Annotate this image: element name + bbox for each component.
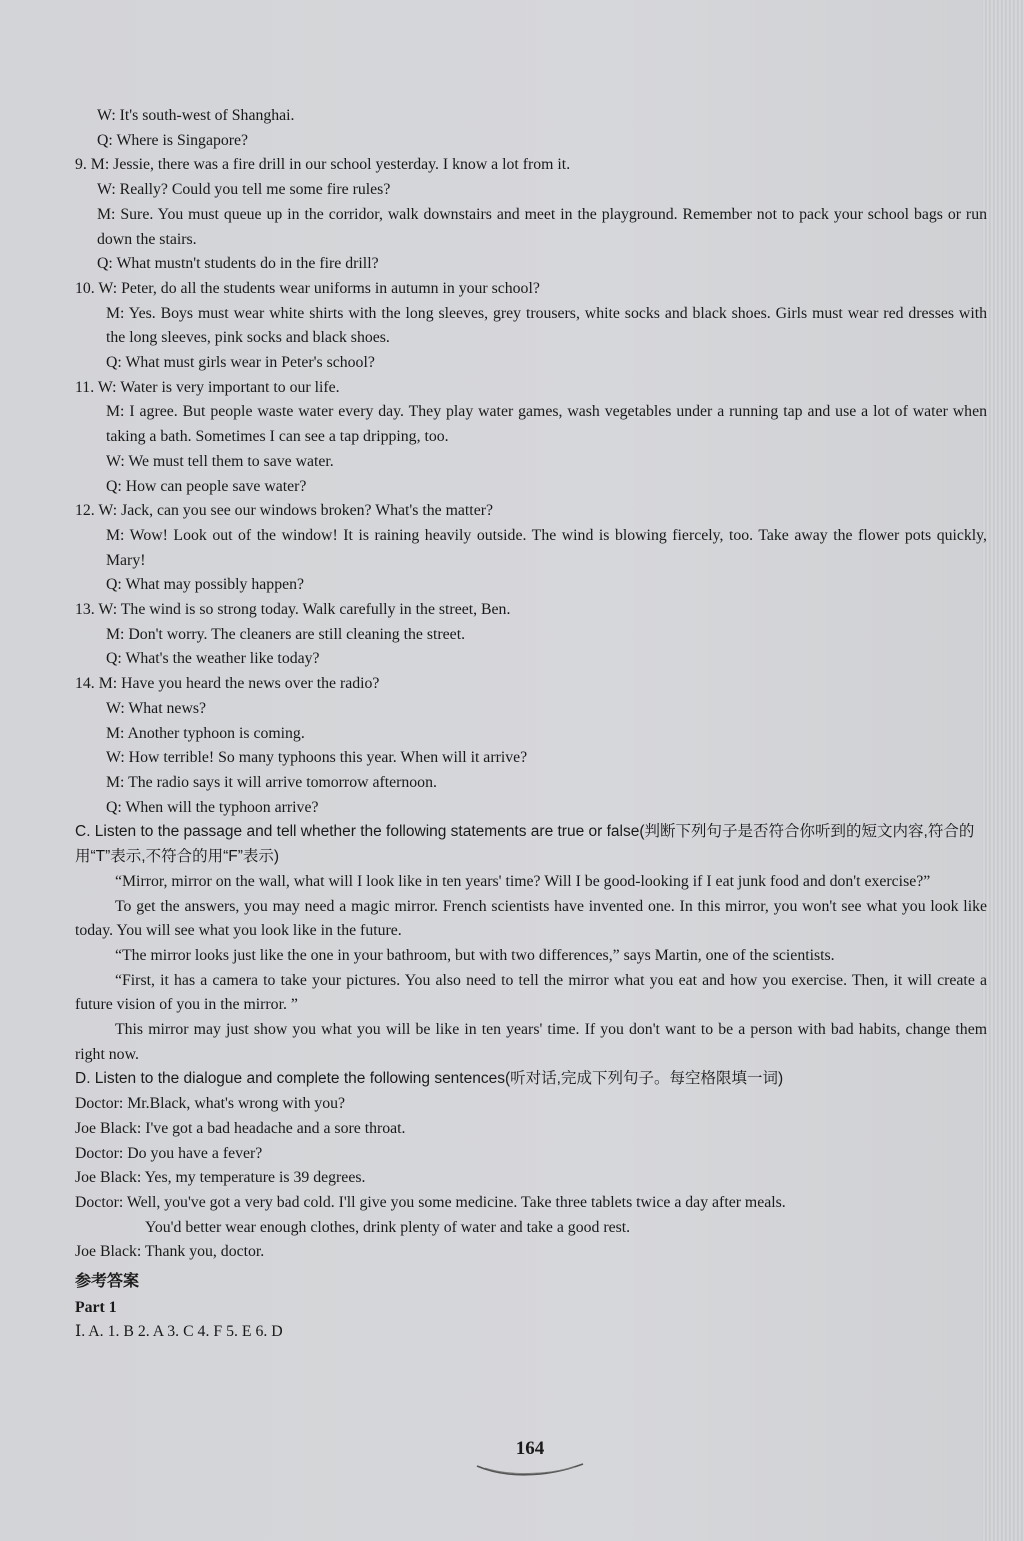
dialogue-line: M: I agree. But people waste water every day. They play water games, wash vegetables under a running tap and use a lot of water when taking a bath. Sometimes I can see a tap dripping, too. xyxy=(106,403,987,446)
dialogue-line: W: We must tell them to save water. xyxy=(106,452,334,470)
dialogue-line: 9. M: Jessie, there was a fire drill in our school yesterday. I know a lot from it. xyxy=(75,156,571,174)
dialogue-line: 13. W: The wind is so strong today. Walk carefully in the street, Ben. xyxy=(75,601,511,619)
passage-paragraph: This mirror may just show you what you will be like in ten years' time. If you don't want to be a person with bad habits, change them right now. xyxy=(75,1021,987,1063)
dialogue-line: 11. W: Water is very important to our life. xyxy=(75,378,340,396)
section-d-heading: D. Listen to the dialogue and complete the following sentences(听对话,完成下列句子。每空格限填一词) xyxy=(75,1070,784,1088)
answers-title: 参考答案 xyxy=(75,1271,140,1291)
dialogue-line: Joe Black: Yes, my temperature is 39 degrees. xyxy=(75,1169,366,1187)
dialogue-line: Joe Black: I've got a bad headache and a sore throat. xyxy=(75,1119,406,1137)
content xyxy=(75,104,987,1345)
answers-line: Ⅰ. A. 1. B 2. A 3. C 4. F 5. E 6. D xyxy=(75,1323,283,1341)
dialogue-line: W: What news? xyxy=(106,699,207,717)
dialogue-line: 14. M: Have you heard the news over the radio? xyxy=(75,675,380,693)
dialogue-line: W: How terrible! So many typhoons this year. When will it arrive? xyxy=(106,749,528,767)
dialogue-line: Doctor: Well, you've got a very bad cold. I'll give you some medicine. Take three tablets twice a day after meals. xyxy=(75,1193,786,1211)
answers-part: Part 1 xyxy=(75,1298,117,1316)
dialogue-line: M: Sure. You must queue up in the corridor, walk downstairs and meet in the playground. Remember not to pack your school bags or run down the stairs. xyxy=(97,205,987,248)
dialogue-line: M: Don't worry. The cleaners are still cleaning the street. xyxy=(106,625,466,643)
dialogue-line: Q: What's the weather like today? xyxy=(106,650,320,668)
dialogue-line: You'd better wear enough clothes, drink plenty of water and take a good rest. xyxy=(145,1218,631,1236)
page-edge xyxy=(982,0,1024,1541)
passage-paragraph: “The mirror looks just like the one in your bathroom, but with two differences,” says Martin, one of the scientists. xyxy=(115,946,835,964)
dialogue-line: M: Yes. Boys must wear white shirts with the long sleeves, grey trousers, white socks and black shoes. Girls must wear red dresses with the long sleeves, pink socks and black shoes. xyxy=(106,304,987,347)
dialogue-line: 10. W: Peter, do all the students wear uniforms in autumn in your school? xyxy=(75,279,540,297)
passage-paragraph: To get the answers, you may need a magic mirror. French scientists have invented one. In this mirror, you won't see what you look like today. You will see what you look like in the future. xyxy=(75,897,987,940)
dialogue-line: Q: Where is Singapore? xyxy=(97,131,249,149)
dialogue-line: M: Another typhoon is coming. xyxy=(106,724,305,742)
dialogue-line: M: Wow! Look out of the window! It is raining heavily outside. The wind is blowing fiercely, too. Take away the flower pots quickly, Mary! xyxy=(106,526,987,569)
passage-paragraph: “Mirror, mirror on the wall, what will I look like in ten years' time? Will I be good-looking if I eat junk food and don't exercise?” xyxy=(115,872,931,890)
dialogue-line: Q: How can people save water? xyxy=(106,477,307,495)
passage-paragraph: “First, it has a camera to take your pictures. You also need to tell the mirror what you eat and how you exercise. Then, it will create a future vision of you in the mirror. ” xyxy=(75,971,987,1014)
dialogue-line: M: The radio says it will arrive tomorrow afternoon. xyxy=(106,773,437,791)
dialogue-line: Q: What mustn't students do in the fire drill? xyxy=(97,255,379,273)
dialogue-line: W: Really? Could you tell me some fire rules? xyxy=(97,181,391,199)
dialogue-line: W: It's south-west of Shanghai. xyxy=(97,107,295,124)
dialogue-line: Q: What may possibly happen? xyxy=(106,576,305,594)
dialogue-line: 12. W: Jack, can you see our windows broken? What's the matter? xyxy=(75,502,493,520)
dialogue-line: Doctor: Mr.Black, what's wrong with you? xyxy=(75,1095,346,1113)
dialogue-line: Q: What must girls wear in Peter's school? xyxy=(106,354,375,372)
dialogue-line: Q: When will the typhoon arrive? xyxy=(106,798,319,816)
dialogue-line: Doctor: Do you have a fever? xyxy=(75,1144,263,1162)
swoosh-ornament xyxy=(475,1462,585,1480)
section-c-heading: C. Listen to the passage and tell whether the following statements are true or false(判断下列句子是否符合你听到的短文内容,符合的用“T”表示,不符合的用“F”表示) xyxy=(75,823,975,866)
page-number: 164 xyxy=(515,1438,545,1459)
dialogue-line: Joe Black: Thank you, doctor. xyxy=(75,1243,265,1261)
